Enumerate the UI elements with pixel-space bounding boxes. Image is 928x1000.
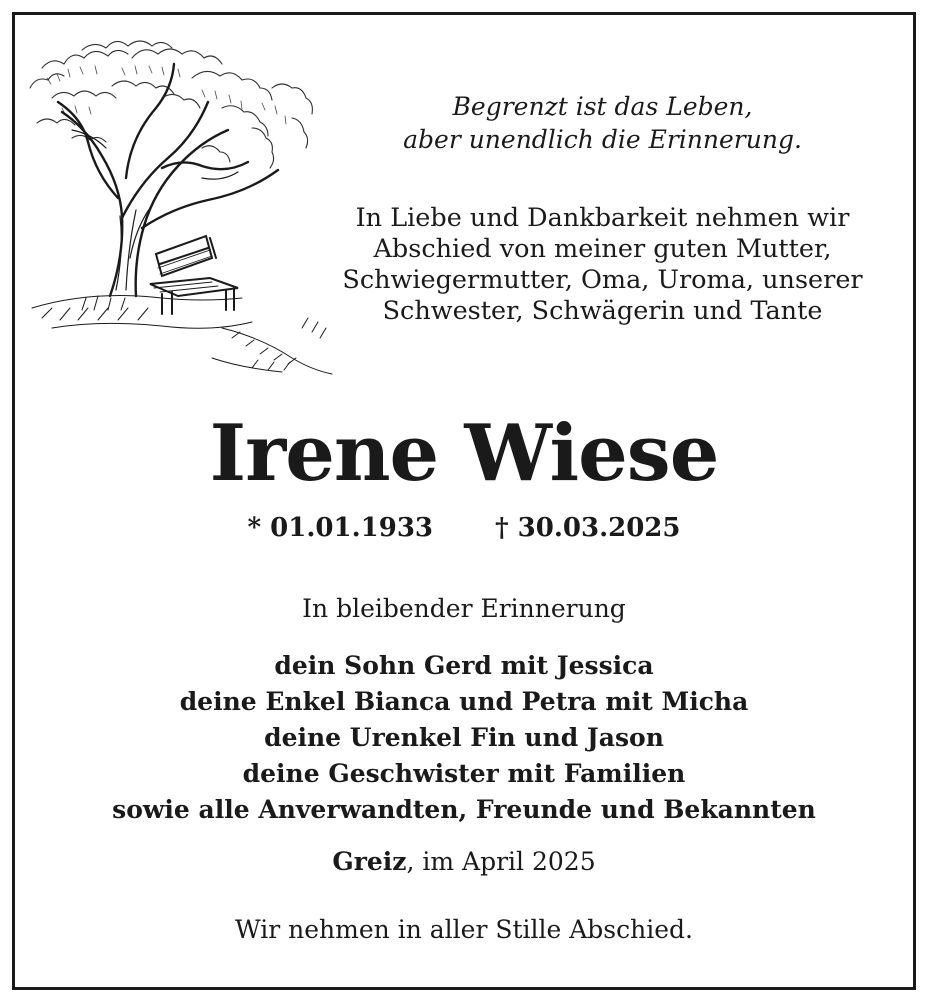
mourner-line: deine Enkel Bianca und Petra mit Micha (179, 687, 749, 716)
deceased-name: Irene Wiese (209, 408, 719, 499)
mourner-line: deine Urenkel Fin und Jason (264, 723, 664, 752)
intro-line: Schwester, Schwägerin und Tante (382, 296, 823, 326)
place-and-date (0, 845, 928, 879)
mourner-line: sowie alle Anverwandten, Freunde und Bekannten (112, 795, 816, 824)
memory-line: In bleibender Erinnerung (302, 594, 626, 623)
birth-date: * 01.01.1933 (247, 513, 433, 543)
intro-line: Abschied von meiner guten Mutter, (373, 234, 832, 264)
quote-line: aber unendlich die Erinnerung. (403, 125, 802, 154)
intro-line: Schwiegermutter, Oma, Uroma, unserer (342, 265, 863, 295)
tree-with-bench-illustration (22, 28, 337, 378)
intro-line: In Liebe und Dankbarkeit nehmen wir (355, 203, 850, 233)
intro-text (300, 203, 905, 327)
closing-line: Wir nehmen in aller Stille Abschied. (235, 915, 693, 944)
place-town: Greiz (332, 847, 407, 876)
place-date: , im April 2025 (406, 847, 596, 876)
quote-line: Begrenzt ist das Leben, (452, 92, 753, 121)
death-date: † 30.03.2025 (495, 513, 681, 543)
mourner-line: deine Geschwister mit Familien (242, 759, 686, 788)
mourner-line: dein Sohn Gerd mit Jessica (274, 651, 654, 680)
life-dates (0, 511, 928, 545)
quote (340, 90, 865, 156)
mourners-list (0, 648, 928, 828)
